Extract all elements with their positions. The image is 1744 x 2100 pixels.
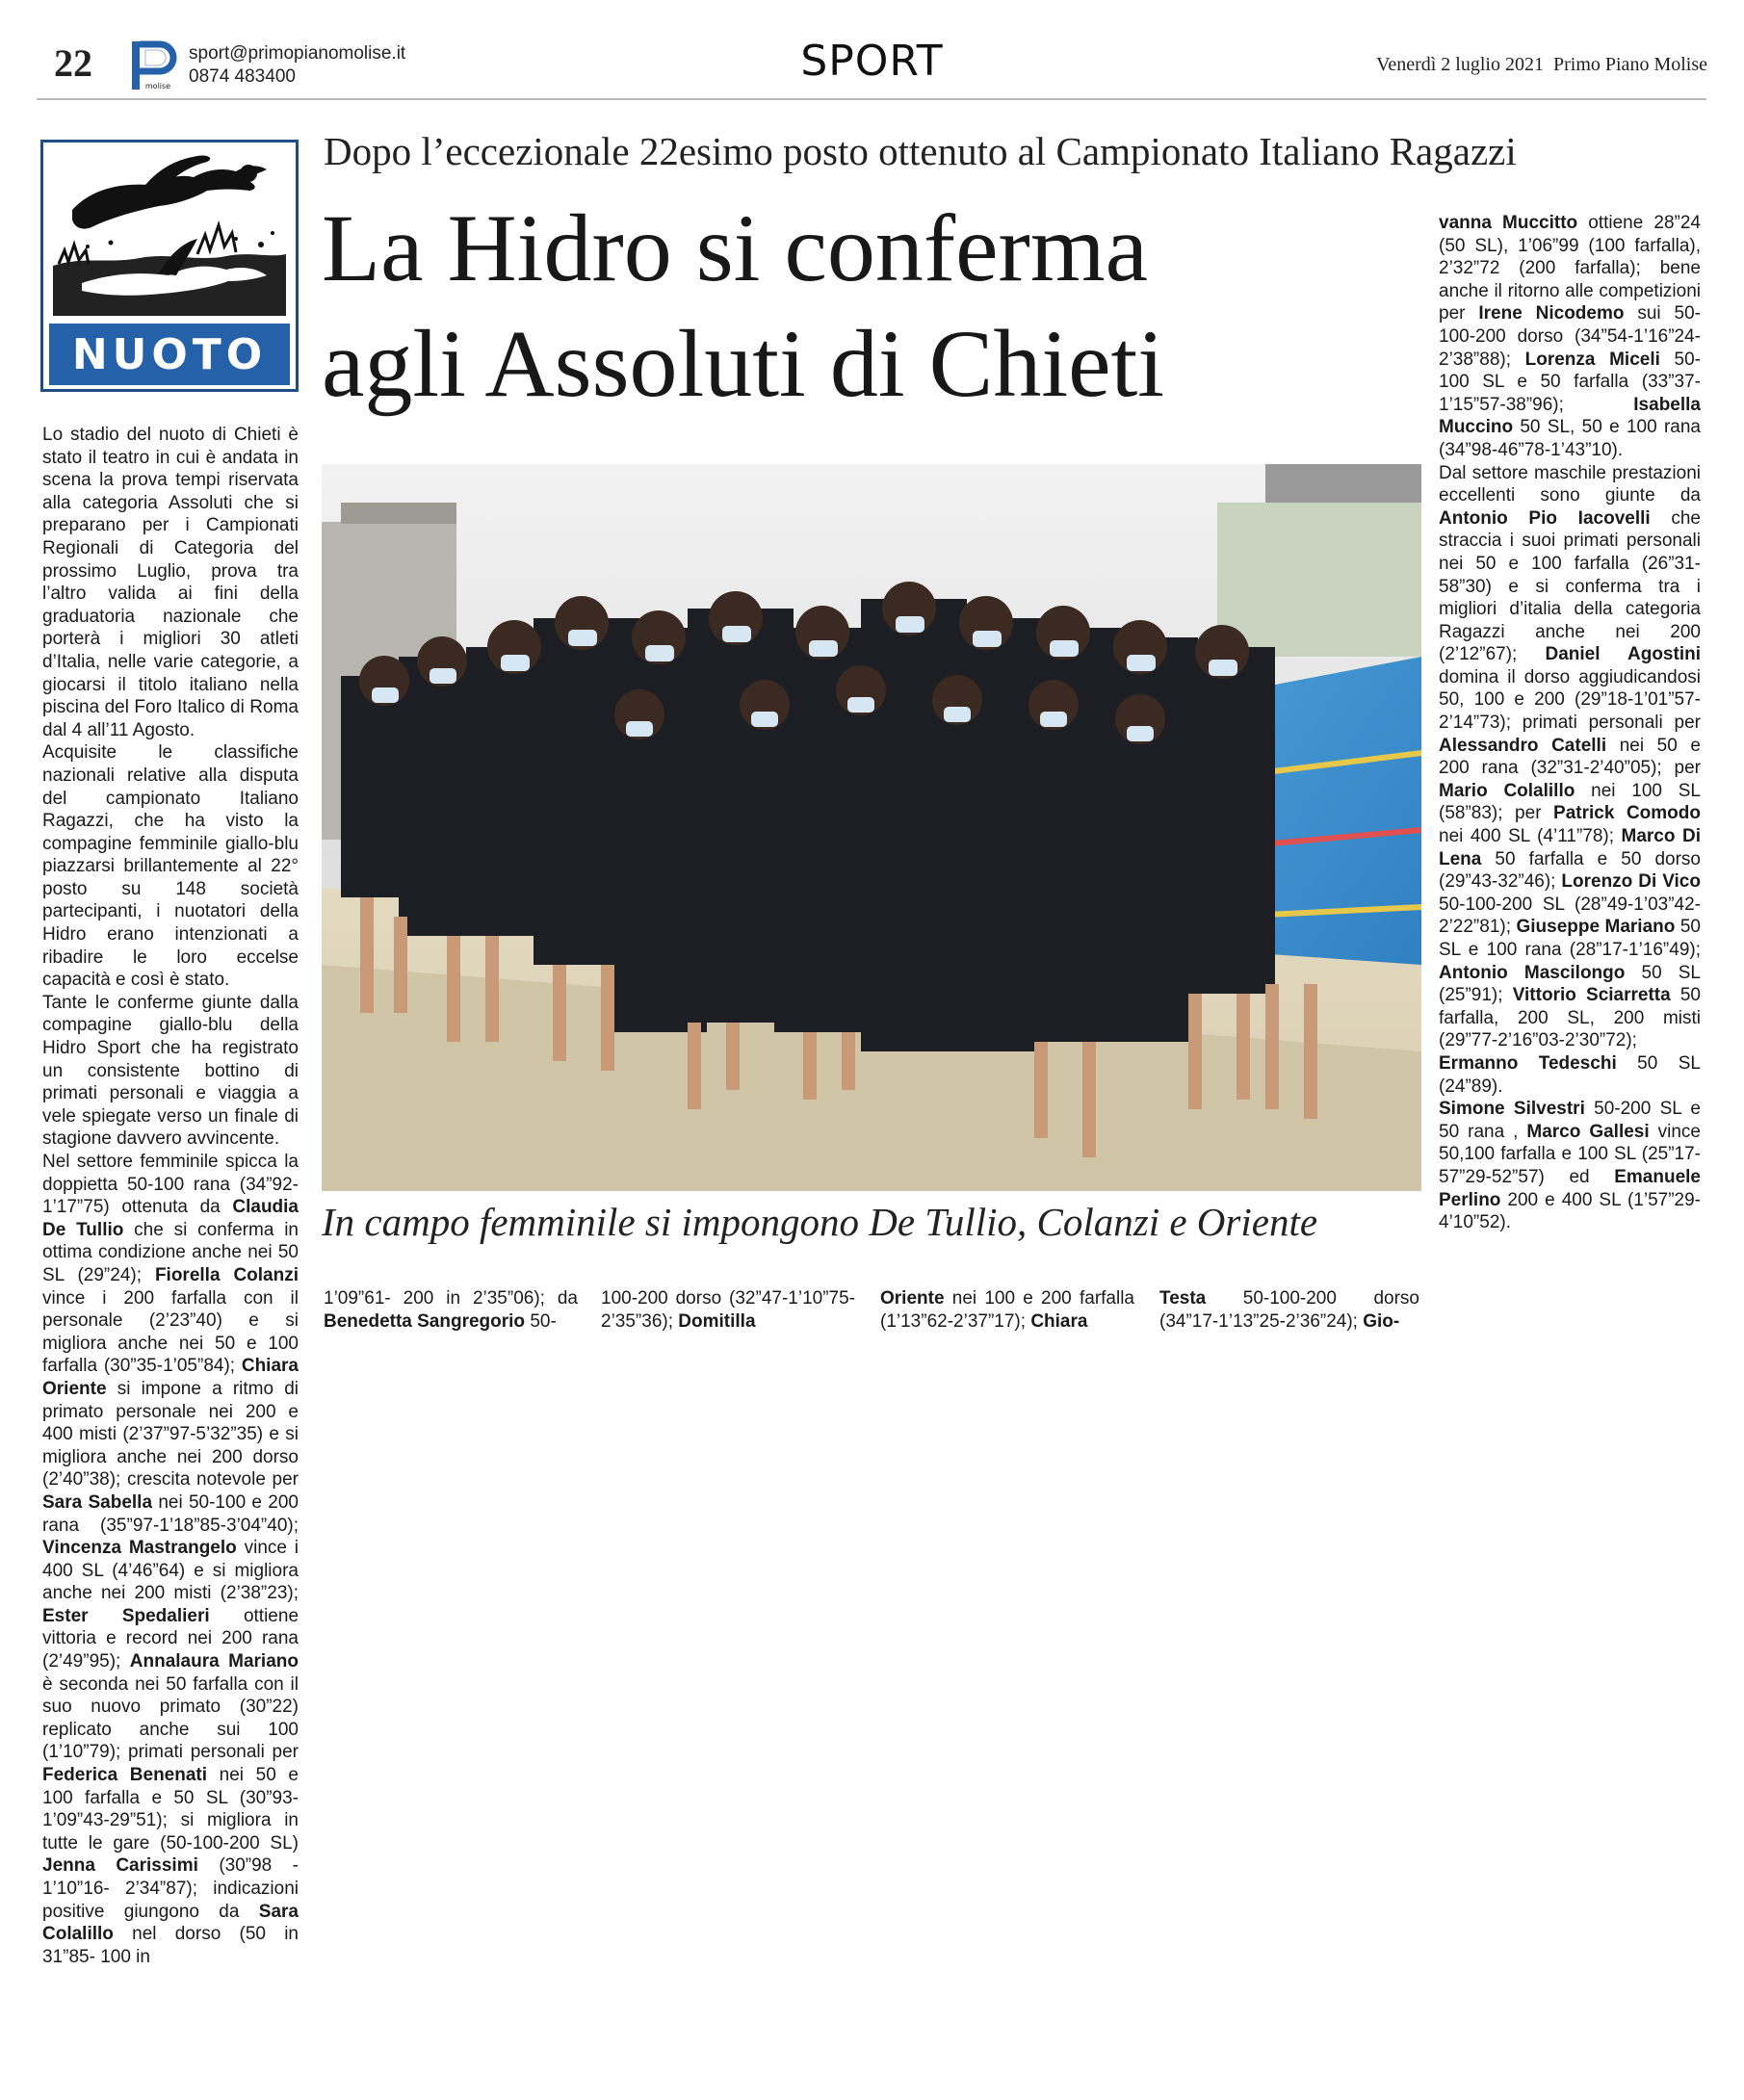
- dateline: [1376, 54, 1707, 76]
- text-run: domina il dorso aggiudicandosi 50, 100 e 200 (29”18-1’01”57-2’14”73); primati personali per: [1439, 666, 1701, 734]
- text-run: Nel settore femminile spicca la doppietta 50-100 rana (34”92-1’17”75) ottenuta da: [42, 1152, 299, 1218]
- athlete-name: Marco Di Lena: [1439, 826, 1701, 869]
- text-run: 50-100-200 SL (28”49-1’03”42-2’22”81);: [1439, 894, 1701, 938]
- text-run: vince i 400 SL (4’46”64) e si migliora anche nei 200 misti (2’38”23);: [42, 1538, 299, 1604]
- text-run: sui 50-100-200 dorso (34”54-1’16”24-2’38”88);: [1439, 303, 1701, 370]
- text-run: che straccia i suoi primati personali nei 50 e 100 farfalla (26”31-58”30) e si conferma tra i migliori d’italia della categoria Ragazzi anche nei 200 (2’12”67);: [1439, 507, 1701, 665]
- athlete-name: Sara Colalillo: [42, 1901, 299, 1945]
- athlete-name: Alessandro Catelli: [1439, 735, 1607, 756]
- athlete-name: Lorenza Miceli: [1524, 349, 1660, 370]
- text-run: 50-200 SL e 50 rana ,: [1439, 1099, 1701, 1142]
- text-paragraph: [1439, 212, 1701, 462]
- text-run: 100-200 dorso (32”47-1’10”75-2’35”36);: [601, 1288, 855, 1332]
- text-run: nei 100 e 200 farfalla (1’13”62-2’37”17);: [880, 1288, 1134, 1332]
- text-run: Acquisite le classifiche nazionali relative alla disputa del campionato Italiano Ragazzi, che ha visto la compagine femminile giallo-blu piazzarsi brillantemente al 22° posto su 148 società partecipanti, i nuotatori della Hidro erano intenzionati a ribadire le loro eccelse capacità e così è stato.: [42, 742, 299, 991]
- article-column-3: [601, 1287, 855, 1333]
- text-run: nei 400 SL (4’11”78);: [1439, 826, 1622, 847]
- text-run: 50-: [525, 1310, 557, 1332]
- text-run: 50 SL e 100 rana (28”17-1’16”49);: [1439, 917, 1701, 960]
- athlete-name: Emanuele Perlino: [1439, 1166, 1701, 1210]
- swimmer-illustration: [53, 150, 286, 316]
- article-column-2: [324, 1287, 578, 1333]
- text-run: Lo stadio del nuoto di Chieti è stato il teatro in cui è andata in scena la prova tempi riservata alla categoria Assoluti che si preparano per i Campionati Regionali di Categoria del prossimo Luglio, prova tra l’altro valida ai fini della graduatoria nazionale che porterà i migliori 30 atleti d’Italia, nelle varie categorie, a giocarsi il titolo italiano nella piscina del Foro Italico di Roma dal 4 all’11 Agosto.: [42, 425, 299, 740]
- athlete-name: Domitilla: [678, 1310, 756, 1332]
- athlete-name: Patrick Comodo: [1553, 803, 1701, 824]
- text-paragraph: [42, 741, 299, 992]
- athlete-name: Benedetta Sangregorio: [324, 1310, 526, 1332]
- headline-line-1: La Hidro si conferma: [322, 194, 1149, 301]
- article-kicker: Dopo l’eccezionale 22esimo posto ottenuto al Campionato Italiano Ragazzi: [324, 129, 1517, 173]
- text-run: nei 50 e 200 rana (32”31-2’40”05); per: [1439, 735, 1701, 779]
- athlete-name: Testa: [1159, 1288, 1207, 1309]
- text-paragraph: [42, 992, 299, 1151]
- text-run: Dal settore maschile prestazioni eccellenti sono giunte da: [1439, 462, 1701, 506]
- athlete-name: Oriente: [880, 1288, 945, 1309]
- text-run: 50-100 SL e 50 farfalla (33”37-1’15”57-38”96);: [1439, 349, 1701, 415]
- text-run: 50 SL (25”91);: [1439, 962, 1701, 1006]
- team-photo: [322, 464, 1421, 1191]
- article-column-1: [42, 424, 299, 1968]
- text-run: si impone a ritmo di primato personale nei 200 e 400 misti (2’37”97-5’32”35) e si migliora anche nei 200 dorso (2’40”38); crescita notevole per: [42, 1378, 299, 1491]
- athlete-name: Jenna Carissimi: [42, 1855, 198, 1877]
- text-run: 200 e 400 SL (1’57”29-4’10”52).: [1439, 1189, 1701, 1233]
- text-run: nel dorso (50 in 31”85- 100 in: [42, 1924, 299, 1967]
- athlete-name: Giuseppe Mariano: [1516, 917, 1676, 938]
- photo-caption: In campo femminile si impongono De Tullio, Colanzi e Oriente: [322, 1200, 1318, 1244]
- text-run: è seconda nei 50 farfalla con il suo nuovo primato (30”22) replicato anche sui 100 (1’10”79); primati personali per: [42, 1673, 299, 1763]
- text-run: Tante le conferme giunte dalla compagine giallo-blu della Hidro Sport che ha registrato un consistente bottino di primati personali e viaggia a vele spiegate verso un finale di stagione davvero avvincente.: [42, 992, 299, 1150]
- athlete-name: Chiara: [1030, 1310, 1088, 1332]
- section-title: SPORT: [800, 37, 944, 86]
- athlete-name: Marco Gallesi: [1526, 1121, 1650, 1142]
- text-run: 1’09”61- 200 in 2’35”06); da: [324, 1288, 578, 1309]
- text-paragraph: [1439, 1098, 1701, 1234]
- nuoto-label-bar: [49, 324, 290, 385]
- nuoto-label: NUOTO: [71, 329, 268, 379]
- athlete-name: Annalaura Mariano: [129, 1651, 299, 1672]
- athlete-name: Ester Spedalieri: [42, 1605, 210, 1626]
- athlete-name: Irene Nicodemo: [1478, 303, 1625, 324]
- text-run: 50 SL, 50 e 100 rana (34”98-46”78-1’43”10).: [1439, 417, 1701, 460]
- athlete-name: Mario Colalillo: [1439, 780, 1575, 801]
- paper-name: Primo Piano Molise: [1552, 54, 1707, 75]
- article-column-5: [1159, 1287, 1419, 1333]
- svg-text:molise: molise: [144, 82, 171, 91]
- text-run: ottiene 28”24 (50 SL), 1’06”99 (100 farfalla), 2’32”72 (200 farfalla); bene anche il ritorno alle competizioni per: [1439, 213, 1701, 324]
- athlete-name: Lorenzo Di Vico: [1561, 871, 1701, 893]
- article-column-4: [880, 1287, 1134, 1333]
- text-run: che si conferma in ottima condizione anche nei 50 SL (29”24);: [42, 1219, 299, 1285]
- athlete-name: Antonio Pio Iacovelli: [1439, 507, 1651, 529]
- text-run: nei 50 e 100 farfalla e 50 SL (30”93-1’09”43-29”51); si migliora in tutte le gare (50-100-200 SL): [42, 1765, 299, 1854]
- text-paragraph: [1159, 1287, 1419, 1333]
- phone-text: 0874 483400: [189, 66, 296, 87]
- athlete-name: Chiara Oriente: [42, 1356, 299, 1399]
- page-number: 22: [54, 41, 92, 85]
- text-paragraph: [324, 1287, 578, 1333]
- text-paragraph: [601, 1287, 855, 1333]
- athlete-name: Ermanno Tedeschi: [1439, 1052, 1617, 1074]
- text-run: 50-100-200 dorso (34”17-1’13”25-2’36”24);: [1159, 1288, 1419, 1332]
- athlete-name: Isabella Muccino: [1439, 394, 1701, 438]
- athlete-name: Daniel Agostini: [1545, 644, 1701, 665]
- issue-date: Venerdì 2 luglio 2021: [1376, 54, 1544, 75]
- text-run: 50 farfalla, 200 SL, 200 misti (29”77-2’16”03-2’30”72);: [1439, 985, 1701, 1051]
- text-paragraph: [42, 424, 299, 741]
- text-run: vince 50,100 farfalla e 100 SL (25”17-57”29-52”57) ed: [1439, 1121, 1701, 1187]
- athlete-name: Sara Sabella: [42, 1491, 153, 1513]
- text-run: nei 100 SL (58”83); per: [1439, 780, 1701, 824]
- text-run: vince i 200 farfalla con il personale (2’23”40) e si migliora anche nei 50 e 100 farfalla (30”35-1’05”84);: [42, 1287, 299, 1377]
- article-headline: [322, 191, 1164, 422]
- athlete-name: Vittorio Sciarretta: [1512, 985, 1671, 1006]
- athlete-name: Gio-: [1363, 1310, 1400, 1332]
- text-paragraph: [1439, 462, 1701, 1099]
- header-divider: [37, 98, 1706, 100]
- article-column-6: [1439, 212, 1701, 1234]
- text-run: ottiene vittoria e record nei 200 rana (2’49”95);: [42, 1605, 299, 1672]
- athlete-name: Federica Benenati: [42, 1765, 208, 1786]
- text-paragraph: [42, 1151, 299, 1968]
- nuoto-section-box: [40, 140, 299, 392]
- text-run: (30”98 - 1’10”16- 2’34”87); indicazioni positive giungono da: [42, 1855, 299, 1922]
- text-run: nei 50-100 e 200 rana (35”97-1’18”85-3’04”40);: [42, 1491, 299, 1536]
- headline-line-2: agli Assoluti di Chieti: [322, 310, 1165, 417]
- text-run: 50 SL (24”89).: [1439, 1052, 1701, 1097]
- athlete-name: Simone Silvestri: [1439, 1099, 1585, 1120]
- athlete-name: Antonio Mascilongo: [1439, 962, 1626, 983]
- athlete-name: Claudia De Tullio: [42, 1197, 299, 1240]
- text-run: 50 farfalla e 50 dorso (29”43-32”46);: [1439, 848, 1701, 893]
- athlete-name: Vincenza Mastrangelo: [42, 1538, 237, 1559]
- text-paragraph: [880, 1287, 1134, 1333]
- email-text[interactable]: sport@primopianomolise.it: [189, 43, 406, 64]
- athlete-name: Fiorella Colanzi: [154, 1264, 299, 1285]
- athlete-name: vanna Muccitto: [1439, 213, 1578, 233]
